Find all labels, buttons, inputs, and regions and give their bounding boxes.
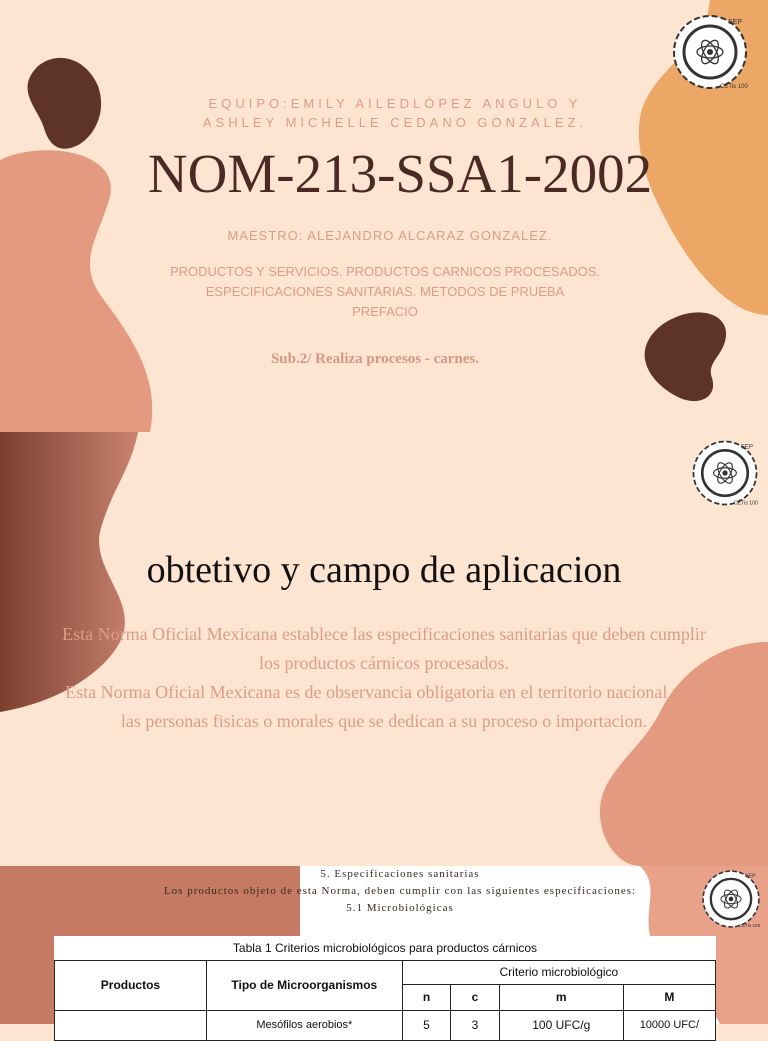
svg-text:CETis 100: CETis 100 — [733, 500, 759, 507]
section-intro: Los productos objeto de esta Norma, deben cumplir con las siguientes especificaciones: — [163, 885, 637, 897]
column-header-m: m — [499, 984, 623, 1010]
column-header-c: c — [451, 984, 500, 1010]
objective-paragraph — [60, 620, 708, 736]
slide-objective — [0, 432, 768, 866]
specifications-header — [150, 866, 650, 917]
column-header-M: M — [623, 984, 715, 1010]
table-cell-M: 10000 UFC/ — [623, 1010, 715, 1040]
gear-emblem-icon — [690, 438, 760, 508]
table-cell-microorganism: Mesófilos aerobios* — [206, 1010, 402, 1040]
svg-text:SEP: SEP — [744, 873, 756, 880]
column-header-products: Productos — [55, 960, 207, 1010]
page-title: NOM-213-SSA1-2002 — [147, 143, 653, 204]
table-cell-n: 5 — [402, 1010, 451, 1040]
school-seal-logo — [700, 868, 762, 935]
table-cell-m: 100 UFC/g — [499, 1010, 623, 1040]
microbiological-criteria-table — [54, 936, 716, 1041]
column-header-n: n — [402, 984, 451, 1010]
column-header-criteria: Criterio microbiológico — [402, 960, 715, 984]
svg-text:SEP: SEP — [740, 443, 753, 451]
slide-cover — [0, 0, 768, 432]
subject-line: PRODUCTOS Y SERVICIOS. PRODUCTOS CARNICOS PROCESADOS. — [169, 264, 601, 279]
svg-text:CETis 100: CETis 100 — [738, 922, 761, 928]
gear-emblem-icon — [670, 12, 750, 92]
section-heading: 5. Especificaciones sanitarias — [320, 868, 480, 880]
subsection-heading: 5.1 Microbiológicas — [346, 902, 454, 914]
dark-blob-top-left — [28, 58, 102, 149]
team-members: EQUIPO:EMILY AILEDLÓPEZ ANGULO Y ASHLEY MICHELLE CEDANO GONZALEZ. — [202, 96, 588, 130]
subject-description — [100, 262, 670, 322]
table-caption: Tabla 1 Criterios microbiológicos para productos cárnicos — [55, 936, 716, 960]
group-label: Sub.2/ Realiza procesos - carnes. — [270, 351, 480, 367]
subject-line: ESPECIFICACIONES SANITARIAS. METODOS DE PRUEBA — [205, 284, 565, 299]
table-cell-product — [55, 1010, 207, 1040]
slide-specifications — [0, 866, 768, 1032]
school-seal-logo — [670, 12, 750, 97]
svg-text:SEP: SEP — [728, 19, 743, 26]
paragraph: Esta Norma Oficial Mexicana establece las especificaciones sanitarias que deben cumplir los productos cárnicos procesados. — [62, 624, 706, 673]
gear-emblem-icon — [700, 868, 762, 930]
column-header-microorganisms: Tipo de Microorganismos — [206, 960, 402, 1010]
teacher-name: MAESTRO: ALEJANDRO ALCARAZ GONZALEZ. — [227, 228, 553, 243]
school-seal-logo — [690, 438, 760, 513]
svg-text:CETis 100: CETis 100 — [720, 84, 748, 90]
dark-blob-right — [645, 312, 726, 401]
paragraph: Esta Norma Oficial Mexicana es de observancia obligatoria en el territorio nacional para las personas fisicas o morales que se dedican a su proceso o importacion. — [65, 682, 703, 731]
section-title: obtetivo y campo de aplicacion — [146, 549, 622, 591]
table-row — [55, 1010, 716, 1040]
subject-line: PREFACIO — [352, 304, 418, 319]
table-cell-c: 3 — [451, 1010, 500, 1040]
